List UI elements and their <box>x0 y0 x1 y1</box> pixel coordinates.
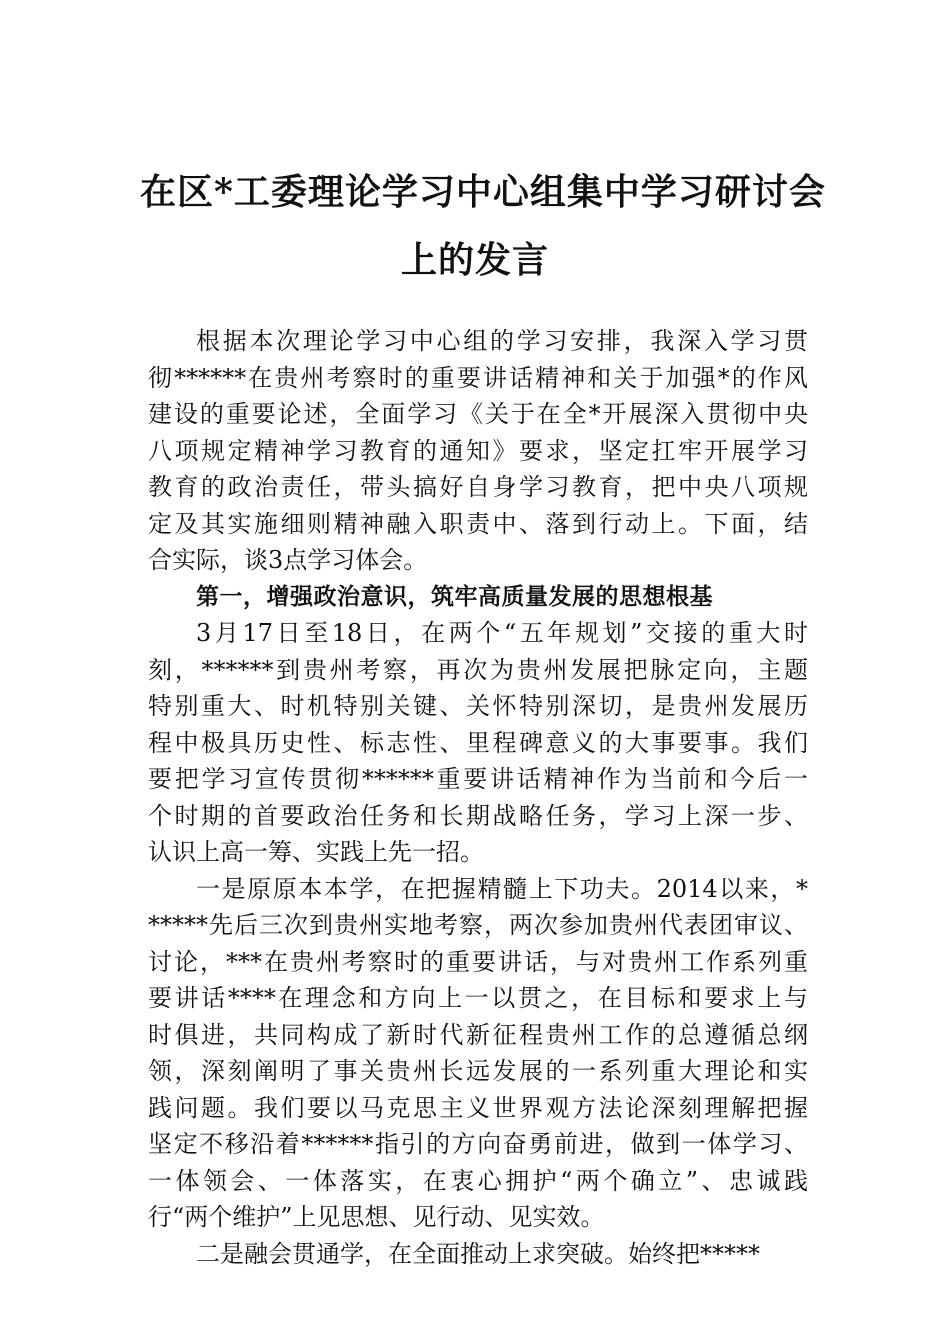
paragraph-line: 行“两个维护”上见思想、见行动、见实效。 <box>148 1203 605 1231</box>
paragraph-line: 要把学习宣传贯彻******重要讲话精神作为当前和今后一 <box>148 765 808 793</box>
paragraph-line: 刻，******到贵州考察，再次为贵州发展把脉定向，主题 <box>148 655 808 684</box>
paragraph-line: 一是原原本本学，在把握精髓上下功夫。2014以来，* <box>196 874 808 903</box>
paragraph-line: 践问题。我们要以马克思主义世界观方法论深刻理解把握 <box>148 1093 808 1122</box>
paragraph-line: 3月17日至18日，在两个“五年规划”交接的重大时 <box>196 619 808 647</box>
paragraph-line: 程中极具历史性、标志性、里程碑意义的大事要事。我们 <box>148 728 808 757</box>
section-heading: 第一，增强政治意识，筑牢高质量发展的思想根基 <box>196 583 713 610</box>
paragraph-line: 一体领会、一体落实，在衷心拥护“两个确立”、忠诚践 <box>148 1166 808 1195</box>
paragraph-line: 个时期的首要政治任务和长期战略任务，学习上深一步、 <box>148 801 808 830</box>
paragraph-line: 教育的政治责任，带头搞好自身学习教育，把中央八项规 <box>148 473 808 501</box>
paragraph-line: 时俱进，共同构成了新时代新征程贵州工作的总遵循总纲 <box>148 1020 808 1049</box>
document-title-line-2: 上的发言 <box>400 239 549 281</box>
paragraph-line: 要讲话****在理念和方向上一以贯之，在目标和要求上与 <box>148 984 808 1012</box>
paragraph-line: 二是融会贯通学，在全面推动上求突破。始终把***** <box>196 1239 760 1268</box>
paragraph-line: 讨论，***在贵州考察时的重要讲话，与对贵州工作系列重 <box>148 947 808 976</box>
paragraph-line: 特别重大、时机特别关键、关怀特别深切，是贵州发展历 <box>148 692 808 720</box>
paragraph-line: 认识上高一筹、实践上先一招。 <box>148 838 484 866</box>
paragraph-line: 建设的重要论述，全面学习《关于在全*开展深入贯彻中央 <box>148 400 808 428</box>
paragraph-line: 领，深刻阐明了事关贵州长远发展的一系列重大理论和实 <box>148 1057 808 1085</box>
document-body <box>148 323 808 1272</box>
paragraph-line: *****先后三次到贵州实地考察，两次参加贵州代表团审议、 <box>148 911 808 939</box>
paragraph-line: 坚定不移沿着******指引的方向奋勇前进，做到一体学习、 <box>148 1130 808 1158</box>
paragraph-line: 定及其实施细则精神融入职责中、落到行动上。下面，结 <box>148 509 808 538</box>
paragraph-line: 彻******在贵州考察时的重要讲话精神和关于加强*的作风 <box>148 363 808 392</box>
paragraph-line: 合实际，谈3点学习体会。 <box>148 546 428 574</box>
paragraph-line: 根据本次理论学习中心组的学习安排，我深入学习贯 <box>196 327 808 355</box>
paragraph-line: 八项规定精神学习教育的通知》要求，坚定扛牢开展学习 <box>148 436 808 465</box>
document-title-line-1: 在区*工委理论学习中心组集中学习研讨会 <box>140 171 826 213</box>
